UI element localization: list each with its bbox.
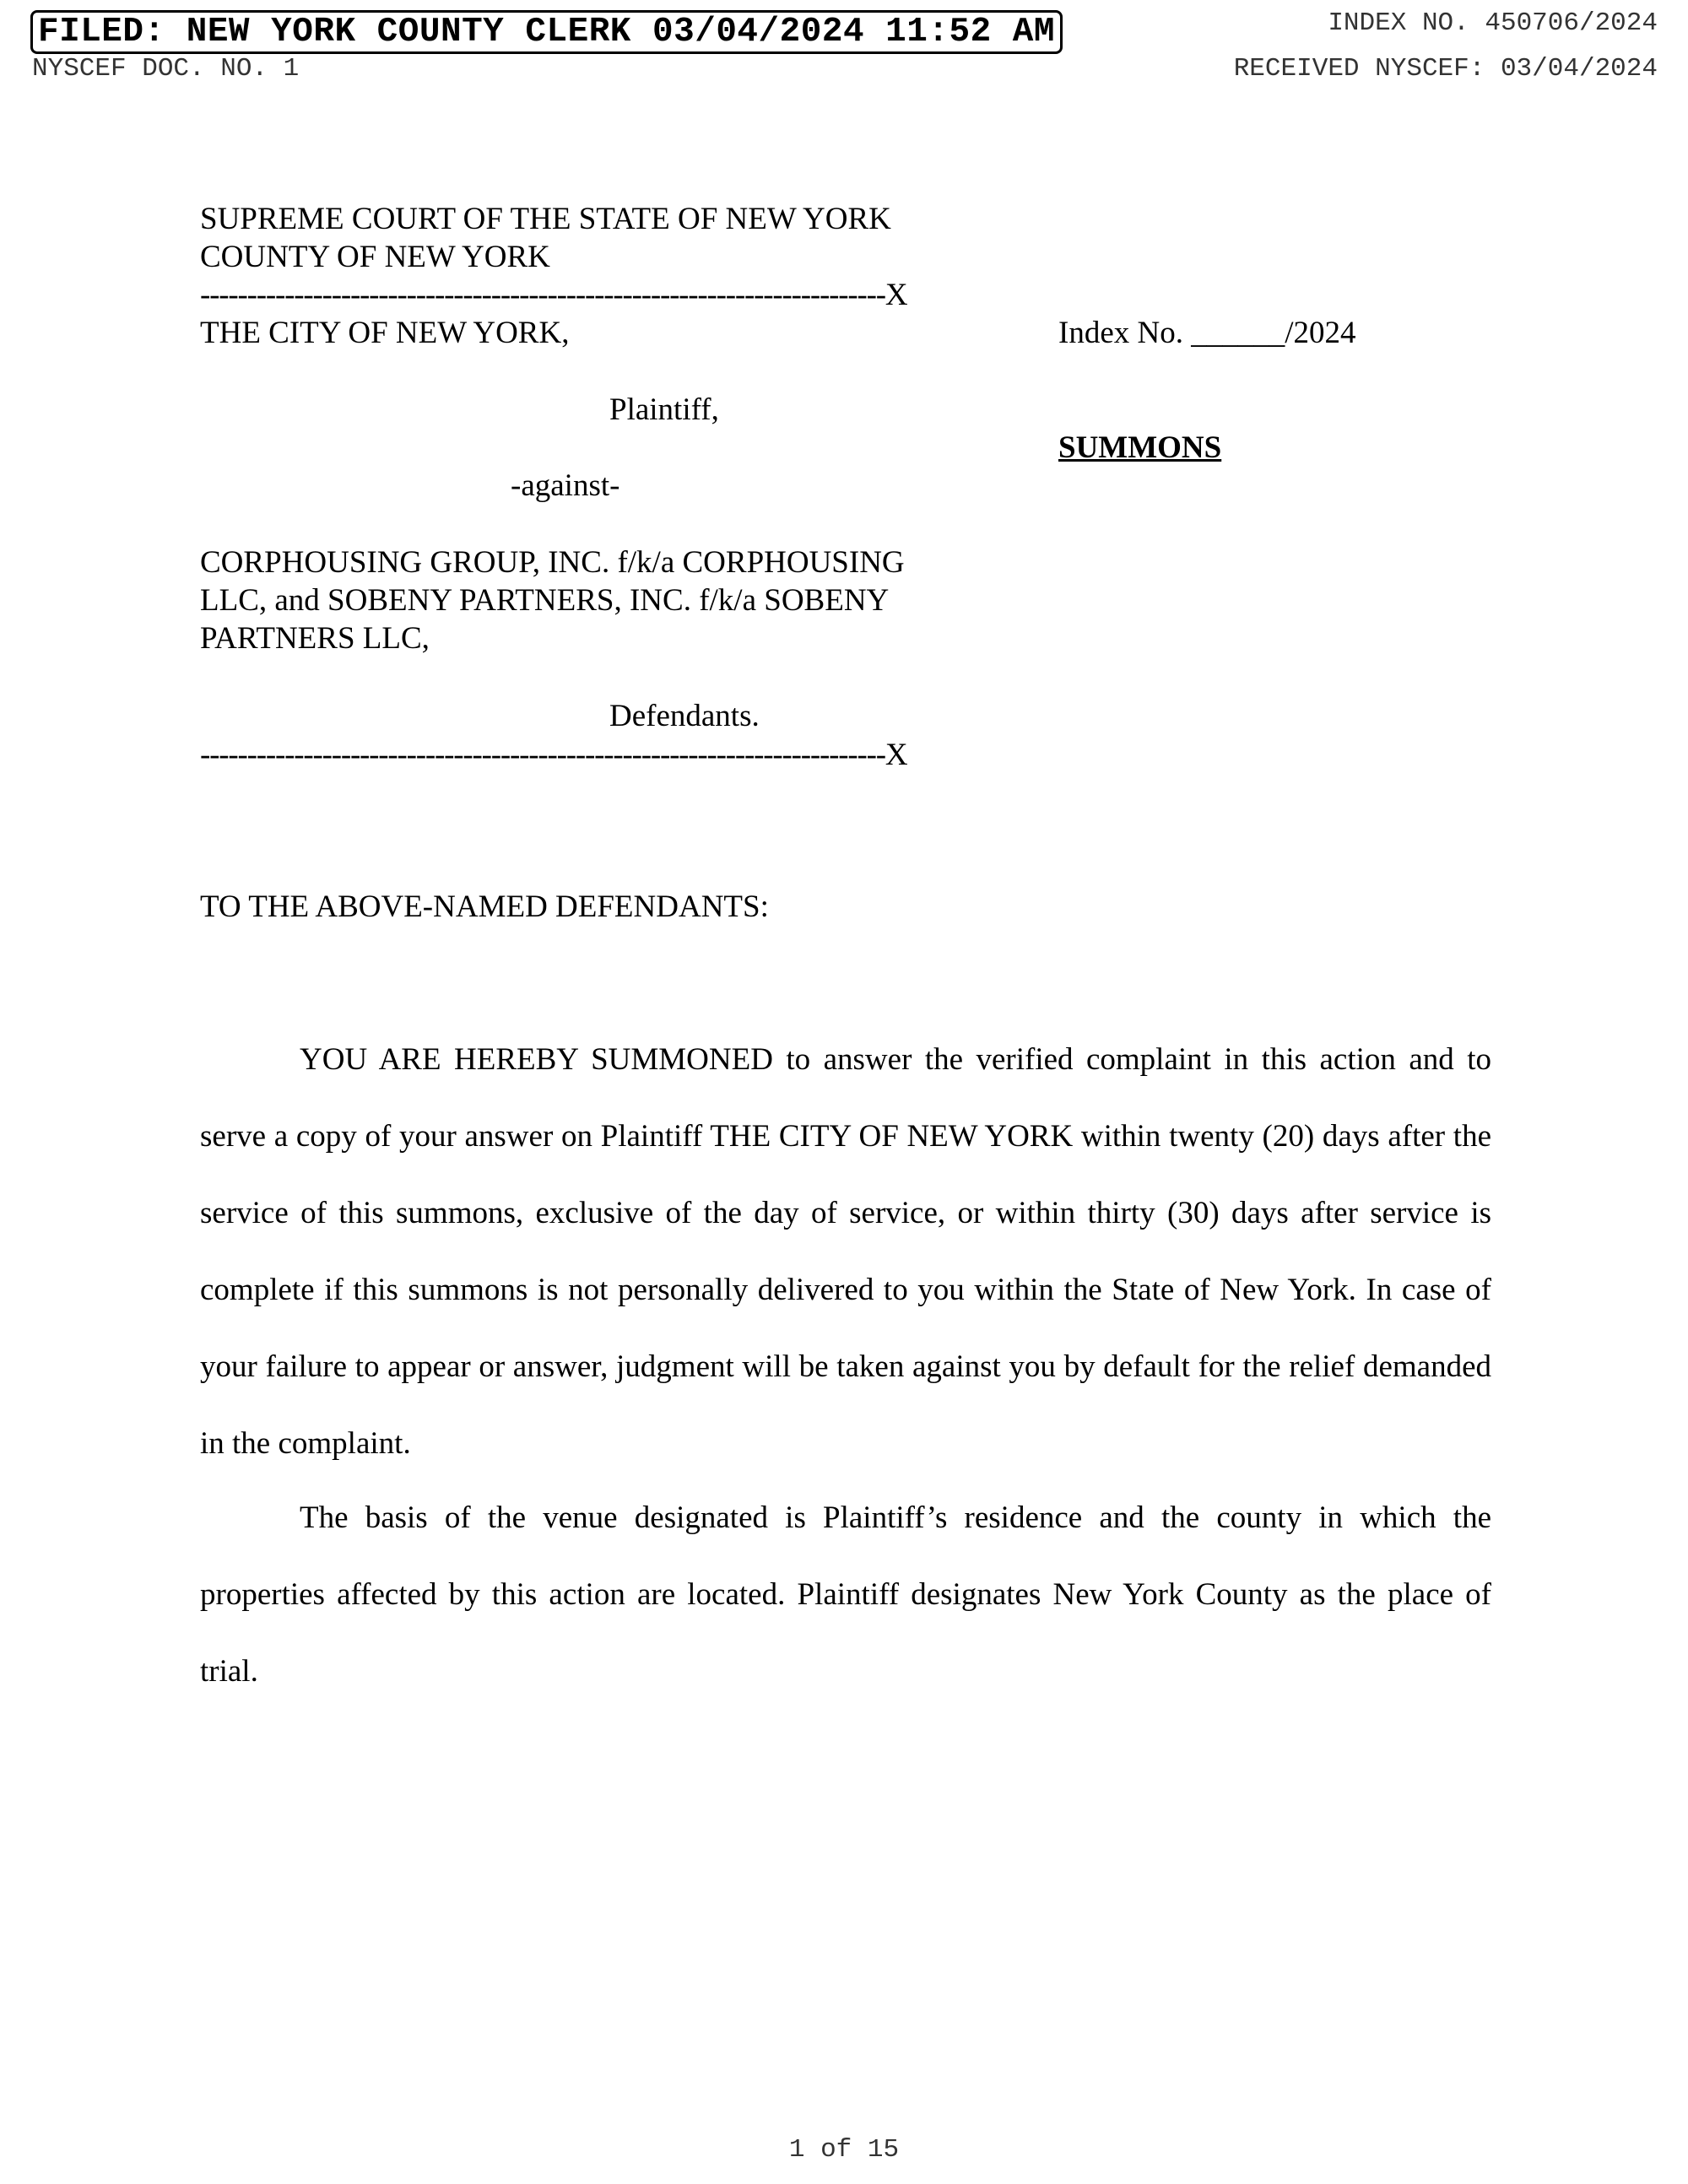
caption-rule-top: -------------------------------------------------------------------------X <box>200 278 907 312</box>
defendants-line: CORPHOUSING GROUP, INC. f/k/a CORPHOUSING <box>200 545 905 580</box>
summons-paragraph: YOU ARE HEREBY SUMMONED to answer the verified complaint in this action and to serve a copy of your answer on Plaintiff THE CITY OF NEW YORK within twenty (20) days after the service of this summons, exclusive of the day of service, or within thirty (30) days after service is complete if this summons is not personally delivered to you within the State of New York. In case of your failure to appear or answer, judgment will be taken against you by default for the relief demanded in the complaint. <box>200 1042 1491 1461</box>
filed-stamp: FILED: NEW YORK COUNTY CLERK 03/04/2024 11:52 AM <box>30 10 1063 54</box>
county-name: COUNTY OF NEW YORK <box>200 240 550 274</box>
venue-paragraph: The basis of the venue designated is Plaintiff’s residence and the county in which the properties affected by this action are located. Plaintiff designates New York County as the place of trial. <box>200 1500 1491 1689</box>
defendants-line: LLC, and SOBENY PARTNERS, INC. f/k/a SOBENY <box>200 583 890 618</box>
caption-rule-bottom: -------------------------------------------------------------------------X <box>200 738 907 772</box>
plaintiff-role: Plaintiff, <box>609 392 719 427</box>
index-number: INDEX NO. 450706/2024 <box>1328 8 1658 38</box>
document-title: SUMMONS <box>1058 430 1222 465</box>
salutation: TO THE ABOVE-NAMED DEFENDANTS: <box>200 889 769 924</box>
received-date: RECEIVED NYSCEF: 03/04/2024 <box>1233 54 1658 84</box>
plaintiff-name: THE CITY OF NEW YORK, <box>200 316 570 350</box>
index-number-label: Index No. ______/2024 <box>1058 316 1356 350</box>
nyscef-doc-number: NYSCEF DOC. NO. 1 <box>32 54 300 84</box>
against-label: -against- <box>511 468 620 503</box>
court-name: SUPREME COURT OF THE STATE OF NEW YORK <box>200 202 891 236</box>
defendants-line: PARTNERS LLC, <box>200 621 430 656</box>
page-number: 1 of 15 <box>788 2135 900 2165</box>
defendants-role: Defendants. <box>609 699 760 733</box>
